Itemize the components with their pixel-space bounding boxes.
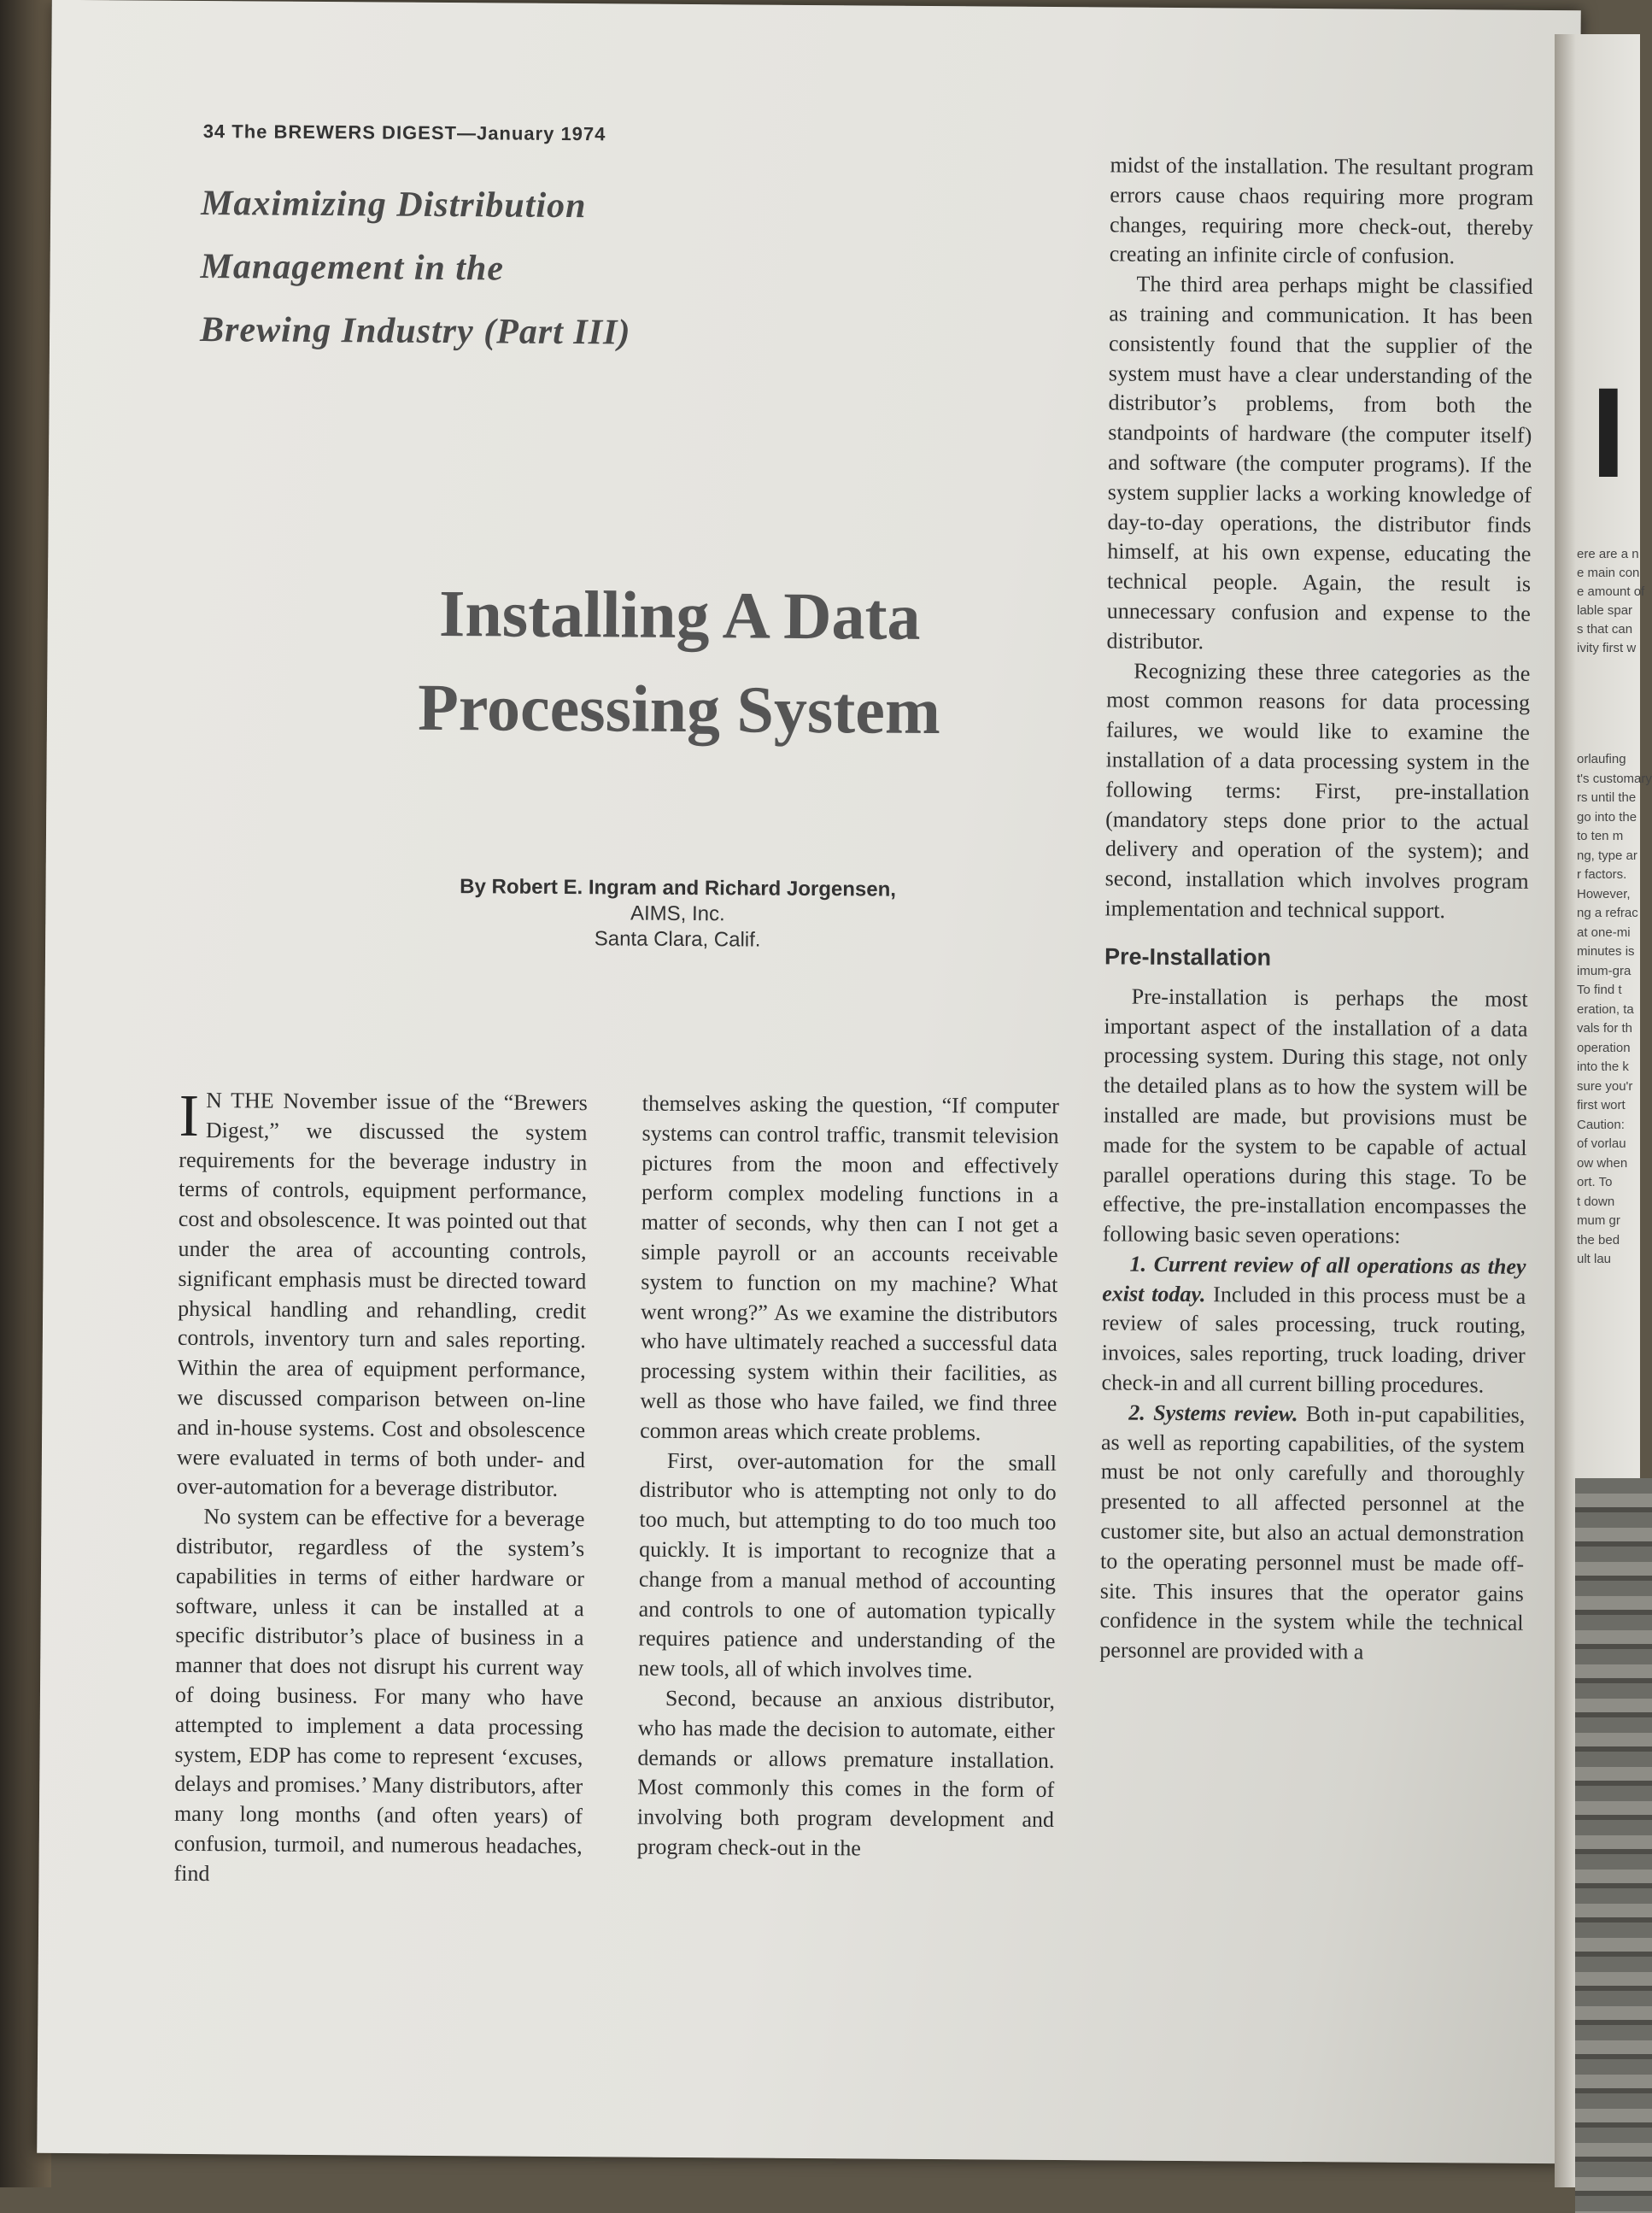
run-in-heading: 1. Current review of all operations as they exist today. [1102, 1251, 1526, 1306]
adjacent-page-edge [1555, 34, 1652, 2187]
adjacent-page-fragment: To find t [1577, 983, 1622, 997]
adjacent-page-fragment: rs until the [1577, 790, 1637, 805]
paragraph: Pre-installation is perhaps the most important aspect of the installation of a data processing system. During this stage, not only the detailed plans as to how the system will be installed are made, but provisions must be made for the system to be capable of actual parallel operations during this stage. To be effective, the pre-installation encompasses the following basic seven operations: [1102, 983, 1528, 1248]
text-column-1 [173, 1083, 588, 1892]
adjacent-page-fragment: vals for th [1577, 1021, 1633, 1036]
section-heading: Pre-Installation [1104, 943, 1272, 971]
adjacent-page-fragment: However, [1577, 886, 1631, 901]
article-title [303, 566, 1057, 759]
adjacent-page-fragment: ere are a n [1577, 547, 1639, 561]
byline-organization: AIMS, Inc. [630, 901, 725, 926]
adjacent-page-fragment: t's customary [1577, 771, 1652, 786]
adjacent-page-fragment: imum-gra [1577, 963, 1631, 978]
adjacent-page-fragment: at one-mi [1577, 925, 1631, 940]
series-title-line: Management in the [200, 247, 505, 289]
series-title [200, 172, 902, 367]
adjacent-page-fragment: ort. To [1577, 1175, 1613, 1189]
adjacent-page-fragment: of vorlau [1577, 1136, 1626, 1151]
byline-location: Santa Clara, Calif. [594, 927, 761, 952]
adjacent-page-fragment: lable spar [1577, 603, 1633, 618]
list-item [1101, 1249, 1526, 1400]
adjacent-page-fragment: orlaufing [1577, 752, 1626, 766]
adjacent-page-fragment: e main con [1577, 566, 1640, 580]
adjacent-page-fragment: ng a refrac [1577, 906, 1638, 920]
paragraph: No system can be effective for a beverage distributor, regardless of the system’s capabilities in terms of either hardware or software, unless it can be installed at a specific distributor’s place of business in a manner that does not disrupt his current way of doing business. For many who have attempted to implement a data processing system, EDP has come to represent ‘excuses, delays and promises.’ Many distributors, after many long months (and often years) of confusion, turmoil, and numerous headaches, find [173, 1504, 585, 1886]
byline [302, 873, 1054, 955]
article-title-line: Processing System [417, 669, 941, 748]
adjacent-page-fragment: eration, ta [1577, 1001, 1634, 1017]
adjacent-page-fragment: first wort [1577, 1098, 1626, 1112]
series-title-line: Maximizing Distribution [200, 184, 587, 226]
adjacent-page-large-letter: I [1590, 361, 1626, 504]
article-title-line: Installing A Data [438, 575, 921, 654]
adjacent-page-fragment: the bed [1577, 1232, 1620, 1247]
running-head: 34 The BREWERS DIGEST—January 1974 [202, 120, 606, 145]
magazine-page [37, 0, 1581, 2163]
list-item-text: Included in this process must be a review of sales processing, truck routing, invoices, sales reporting, truck loading, driver check-in and all current billing procedures. [1101, 1281, 1526, 1398]
adjacent-page-fragment: ivity first w [1577, 641, 1637, 655]
list-item [1099, 1398, 1525, 1669]
paragraph: The third area perhaps might be classified as training and communication. It has been consistently found that the supplier of the system must have a clear understanding of the distributor’s problems, from both the standpoints of hardware (the computer itself) and software (the computer programs). If the system supplier lacks a working knowledge of day-to-day operations, the distributor finds himself, at his own expense, educating the technical people. Again, the result is unnecessary confusion and expense to the distributor. [1106, 271, 1533, 654]
adjacent-page-fragment: mum gr [1577, 1213, 1620, 1228]
paragraph: Recognizing these three categories as the most common reasons for data processing failures, we would like to examine the installation of a data processing system in the following terms: First, pre-installation (mandatory steps done prior to the actual delivery and operation of the system); and second, installation which involves program implementation and technical support. [1104, 658, 1531, 924]
run-in-heading: 2. Systems review. [1128, 1400, 1298, 1426]
drop-cap: I [179, 1083, 200, 1150]
adjacent-page-fragment: sure you'r [1577, 1078, 1633, 1094]
adjacent-page-fragment: operation [1577, 1040, 1631, 1055]
paragraph: midst of the installation. The resultant program errors cause chaos requiring more program changes, requiring more check-out, thereby creating an infinite circle of confusion. [1109, 152, 1534, 269]
byline-author: By Robert E. Ingram and Richard Jorgensen, [460, 875, 897, 901]
adjacent-page-fragment: ng, type ar [1577, 848, 1637, 863]
paragraph-text: N THE November issue of the “Brewers Digest,” we discussed the system requirements for the beverage industry in terms of controls, equipment performance, cost and obsolescence. It was pointed out that under the area of accounting controls, significant emphasis must be directed toward physical handling and rehandling, credit controls, inventory turn and sales reporting. Within the area of equipment performance, we discussed comparison between on-line and in-house systems. Cost and obsolescence were evaluated in terms of both under- and over-automation for a beverage distributor. [176, 1088, 588, 1502]
paragraph: First, over-automation for the small distributor who is attempting not only to do too much, but attempting to do too much too quickly. It is important to recognize that a change from a manual method of accounting and controls to one of automation typically requires patience and understanding of the new tools, all of which involves time. [638, 1447, 1057, 1683]
adjacent-page-fragment: ow when [1577, 1155, 1628, 1171]
adjacent-page-fragment: s that can [1577, 622, 1633, 637]
adjacent-page-fragment: e amount of [1577, 584, 1645, 599]
adjacent-page-fragment: ult lau [1577, 1252, 1612, 1266]
adjacent-page-fragment: to ten m [1577, 829, 1624, 843]
series-title-line: Brewing Industry (Part III) [199, 310, 631, 353]
paragraph: themselves asking the question, “If computer systems can control traffic, transmit television pictures from the moon and effectively perform complex modeling functions in a matter of seconds, why then can I not get a simple payroll or an accounts receivable system to function on my machine? What went wrong?” As we examine the distributors who have ultimately reached a successful data processing system within their facilities, as well as those who have failed, we find three common areas which create problems. [640, 1090, 1059, 1446]
adjacent-page-fragment: minutes is [1577, 944, 1635, 959]
adjacent-page-fragment: r factors. [1577, 867, 1627, 882]
paragraph: Second, because an anxious distributor, who has made the decision to automate, either demands or allows premature installation. Most commonly this comes in the form of involving both program development and program check-out in the [636, 1685, 1056, 1861]
paragraph [176, 1083, 588, 1505]
adjacent-page-photo [1575, 1478, 1652, 2213]
adjacent-page-fragment: go into the [1577, 809, 1637, 825]
adjacent-page-fragment: t down [1577, 1194, 1615, 1209]
adjacent-page-fragment: into the k [1577, 1060, 1629, 1074]
text-column-3 [1099, 150, 1533, 1668]
list-item-text: Both in-put capabilities, as well as reporting capabilities, of the system must be not only carefully and thoroughly presented to all affected personnel at the customer site, but also an actual demonstration to the operating personnel must be made off-site. This insures that the operator gains confidence in the system while the technical personnel are provided with a [1099, 1400, 1526, 1664]
text-column-2 [637, 1089, 1059, 1865]
adjacent-page-fragment: Caution: [1577, 1117, 1625, 1132]
